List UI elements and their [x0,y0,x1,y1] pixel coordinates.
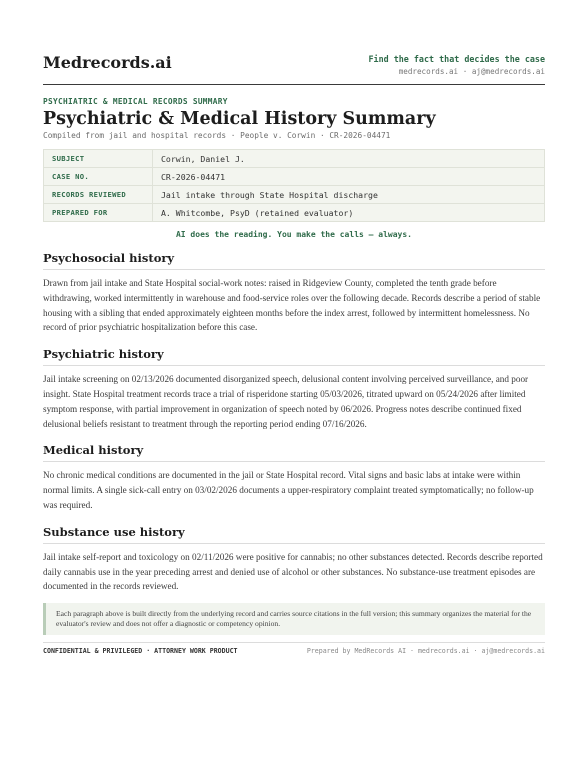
source-citation-note: Each paragraph above is built directly from the underlying record and carries source citations in the full version; this summary organizes the material for the evaluator's review and does not offer a diagnostic or competency opinion. [43,603,545,635]
section-body: No chronic medical conditions are documented in the jail or State Hospital record. Vital signs and basic labs at intake were within normal limits. A single sick-call entry on 03/02/2026 documents a upper-respiratory complaint treated symptomatically; no follow-up was required. [43,470,534,510]
section-heading: Psychiatric history [43,347,545,366]
table-row [44,150,545,168]
table-row [44,204,545,222]
meta-key: CASE NO. [44,168,153,186]
section-psychosocial [43,251,545,335]
ai-disclaimer-banner: AI does the reading. You make the calls — always. [175,230,412,239]
section-heading: Medical history [43,443,545,462]
doc-subtitle: Compiled from jail and hospital records · People v. Corwin · CR-2026-04471 [43,131,391,140]
meta-key: RECORDS REVIEWED [44,186,153,204]
case-info-table [43,149,545,222]
page-header [43,0,545,85]
section-psychiatric [43,347,545,431]
doc-eyebrow: PSYCHIATRIC & MEDICAL RECORDS SUMMARY [43,97,228,106]
page-title: Psychiatric & Medical History Summary [43,109,436,129]
confidentiality-label: CONFIDENTIAL & PRIVILEGED · ATTORNEY WORK PRODUCT [43,647,238,655]
header-contact[interactable]: medrecords.ai · aj@medrecords.ai [398,67,545,76]
section-heading: Psychosocial history [43,251,545,270]
section-substance-use [43,525,545,594]
section-heading: Substance use history [43,525,545,544]
tagline: Find the fact that decides the case [368,54,545,64]
meta-key: PREPARED FOR [44,204,153,222]
page-footer [43,642,545,655]
brand-logo[interactable]: Medrecords.ai [43,53,172,72]
section-body: Jail intake self-report and toxicology on 02/11/2026 were positive for cannabis; no other substances detected. Records describe reported daily cannabis use in the year preceding arrest and denied use of alcohol or other substances. No substance-use treatment episodes are documented in the records reviewed. [43,551,543,592]
section-body: Drawn from jail intake and State Hospital social-work notes: raised in Ridgeview County, completed the tenth grade before withdrawing, worked intermittently in warehouse and food-service roles over the following decade. Records describe a period of stable housing with a sibling that ended approximately eighteen months before the index arrest, followed by intermittent homelessness. No record of prior psychiatric hospitalization before this case. [43,278,541,333]
footer-credits[interactable]: Prepared by MedRecords AI · medrecords.ai · aj@medrecords.ai [306,647,545,655]
section-medical [43,443,545,512]
header-right [369,54,545,78]
meta-value: Jail intake through State Hospital discharge [153,186,545,204]
meta-key: SUBJECT [44,150,153,168]
table-row [44,186,545,204]
meta-value: CR-2026-04471 [153,168,545,186]
table-row [44,168,545,186]
meta-value: Corwin, Daniel J. [153,150,545,168]
section-body: Jail intake screening on 02/13/2026 documented disorganized speech, delusional content involving perceived surveillance, and poor insight. State Hospital treatment records trace a trial of risperidone starting 05/03/2026, titrated upward on 05/24/2026 after limited symptom response, with partial improvement in organization of speech noted by 06/2026. Progress notes describe continued fixed delusional beliefs resistant to treatment through the reporting period ending 07/16/2026. [43,374,529,429]
meta-value: A. Whitcombe, PsyD (retained evaluator) [161,207,354,218]
